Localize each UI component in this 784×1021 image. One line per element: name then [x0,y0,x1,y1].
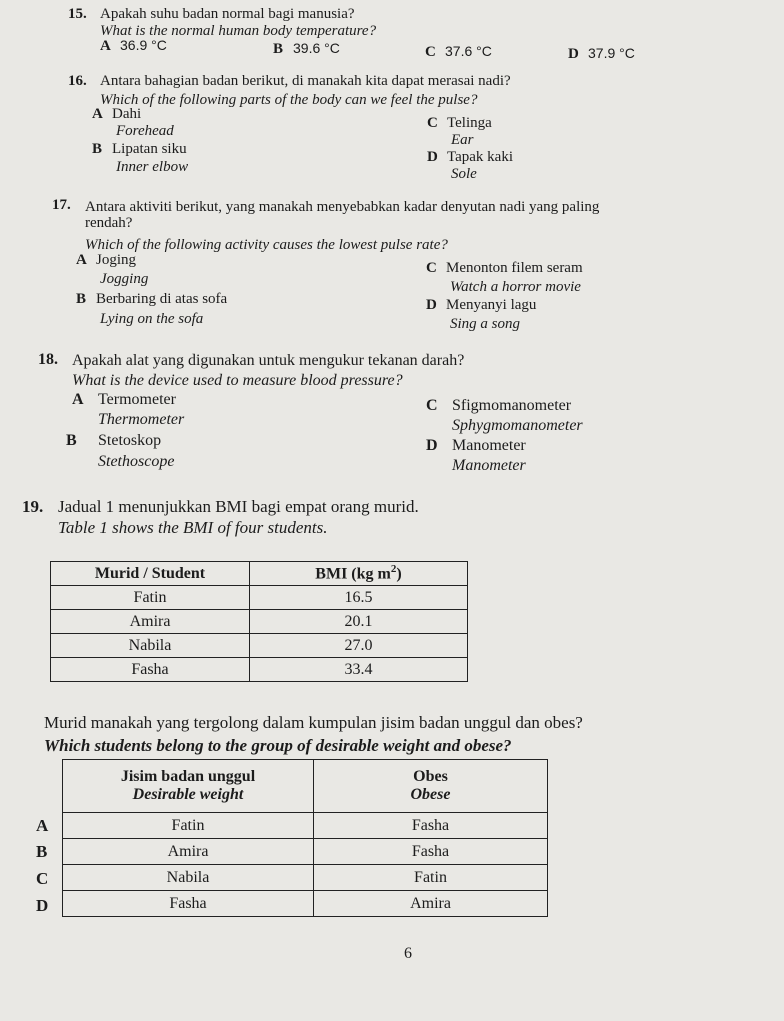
page-number: 6 [404,945,412,962]
q17-option-c-en: Watch a horror movie [450,279,581,295]
option-value: 39.6 °C [293,40,340,56]
option-letter: C [426,260,437,276]
answer-letter-a: A [36,816,49,835]
option-ms: Berbaring di atas sofa [96,291,228,307]
desirable-cell: Fatin [63,813,314,839]
q18-option-b-en: Stethoscope [98,453,175,470]
option-ms: Stetoskop [98,432,162,449]
bmi-value: 27.0 [250,634,468,658]
option-ms: Menyanyi lagu [446,297,537,313]
q18-option-c-en: Sphygmomanometer [452,417,583,434]
desirable-cell: Fasha [63,891,314,917]
q16-option-b-en: Inner elbow [116,159,189,175]
option-value: 36.9 °C [120,37,167,53]
answer-row-d[interactable] [63,891,548,917]
answer-row-c[interactable] [63,865,548,891]
answer-row-b[interactable] [63,839,548,865]
table-header-bmi [250,562,468,586]
option-letter: B [92,141,103,157]
student-name: Fatin [51,586,250,610]
table-header-row [51,562,468,586]
q15-option-c[interactable] [425,43,492,61]
option-ms: Joging [96,252,137,268]
q18-option-b[interactable] [66,432,161,450]
option-letter: A [92,106,103,122]
q18-option-d[interactable] [426,437,526,455]
q17-text-en: Which of the following activity causes the lowest pulse rate? [85,237,448,253]
obese-cell: Fasha [314,839,548,865]
q16-option-d-en: Sole [451,166,477,182]
q17-number: 17. [52,197,71,213]
q16-option-c-en: Ear [451,132,474,148]
header-obese [314,760,548,813]
q16-option-a-en: Forehead [116,123,174,139]
q16-text-ms: Antara bahagian badan berikut, di manakah kita dapat merasai nadi? [100,73,511,89]
student-name: Fasha [51,658,250,682]
q19-question-ms: Murid manakah yang tergolong dalam kumpulan jisim badan unggul dan obes? [44,713,583,732]
header-desirable-weight [63,760,314,813]
q16-option-a[interactable] [92,106,141,123]
q15-number: 15. [68,6,87,22]
option-letter: D [426,297,437,313]
option-letter: D [568,46,579,62]
answer-letter-b: B [36,842,48,861]
student-name: Nabila [51,634,250,658]
option-ms: Lipatan siku [112,141,187,157]
bmi-value: 20.1 [250,610,468,634]
bmi-header-close: ) [396,565,402,583]
option-letter: A [72,391,84,408]
q17-option-a-en: Jogging [100,271,149,287]
q18-option-d-en: Manometer [452,457,526,474]
obese-cell: Fasha [314,813,548,839]
q18-option-c[interactable] [426,397,571,415]
obese-cell: Fatin [314,865,548,891]
q17-option-c[interactable] [426,260,583,277]
q17-option-a[interactable] [76,252,136,269]
q18-text-en: What is the device used to measure blood pressure? [72,372,403,389]
q16-text-en: Which of the following parts of the body can we feel the pulse? [100,92,478,108]
desirable-cell: Amira [63,839,314,865]
q19-text-en: Table 1 shows the BMI of four students. [58,518,328,537]
student-name: Amira [51,610,250,634]
q16-option-d[interactable] [427,149,513,166]
bmi-header-exponent: 2 [390,563,397,576]
option-letter: C [425,44,436,60]
q15-text-ms: Apakah suhu badan normal bagi manusia? [100,6,355,22]
answer-letter-d: D [36,896,49,915]
option-letter: C [426,397,438,414]
q18-option-a[interactable] [72,391,176,409]
obese-cell: Amira [314,891,548,917]
option-letter: D [427,149,438,165]
option-letter: A [76,252,87,268]
q16-number: 16. [68,73,87,89]
q18-option-a-en: Thermometer [98,411,185,428]
q17-option-d[interactable] [426,297,536,314]
answer-header-row [63,760,548,813]
bmi-value: 33.4 [250,658,468,682]
bmi-value: 16.5 [250,586,468,610]
q19-number: 19. [22,497,44,516]
header-obese-en: Obese [410,786,451,803]
q15-option-d[interactable] [568,45,635,63]
q16-option-c[interactable] [427,115,492,132]
q15-text-en: What is the normal human body temperature? [100,23,377,39]
option-letter: D [426,437,438,454]
q15-option-b[interactable] [273,40,340,58]
q19-text-ms: Jadual 1 menunjukkan BMI bagi empat orang murid. [58,497,419,516]
q17-text-ms-line1: Antara aktiviti berikut, yang manakah menyebabkan kadar denyutan nadi yang paling [85,199,600,215]
table-row [51,586,468,610]
q16-option-b[interactable] [92,141,187,158]
q15-option-a[interactable] [100,37,167,55]
option-ms: Termometer [98,391,176,408]
q17-text-ms-line2: rendah? [85,215,133,231]
table-row [51,634,468,658]
option-letter: B [76,291,87,307]
option-ms: Telinga [447,115,492,131]
table-row [51,658,468,682]
option-value: 37.9 °C [588,45,635,61]
q18-number: 18. [38,351,58,368]
option-letter: A [100,38,111,54]
option-letter: C [427,115,438,131]
desirable-cell: Nabila [63,865,314,891]
bmi-table [50,561,468,682]
option-ms: Dahi [112,106,142,122]
option-ms: Sfigmomanometer [452,397,572,414]
option-letter: B [273,41,284,57]
option-ms: Menonton filem seram [446,260,583,276]
option-ms: Tapak kaki [447,149,514,165]
option-ms: Manometer [452,437,526,454]
q17-option-b-en: Lying on the sofa [100,311,204,327]
q17-option-d-en: Sing a song [450,316,521,332]
table-header-student: Murid / Student [51,562,250,586]
table-row [51,610,468,634]
answer-table [62,759,548,917]
q19-question-en: Which students belong to the group of desirable weight and obese? [44,736,512,755]
header-obese-ms: Obes [413,768,448,785]
answer-row-a[interactable] [63,813,548,839]
header-desirable-ms: Jisim badan unggul [120,768,256,785]
q17-option-b[interactable] [76,291,227,308]
bmi-header-text: BMI (kg m [315,565,391,583]
header-desirable-en: Desirable weight [132,786,244,803]
option-value: 37.6 °C [445,43,492,59]
option-letter: B [66,432,77,449]
q18-text-ms: Apakah alat yang digunakan untuk mengukur tekanan darah? [72,352,465,369]
answer-letter-c: C [36,869,49,888]
